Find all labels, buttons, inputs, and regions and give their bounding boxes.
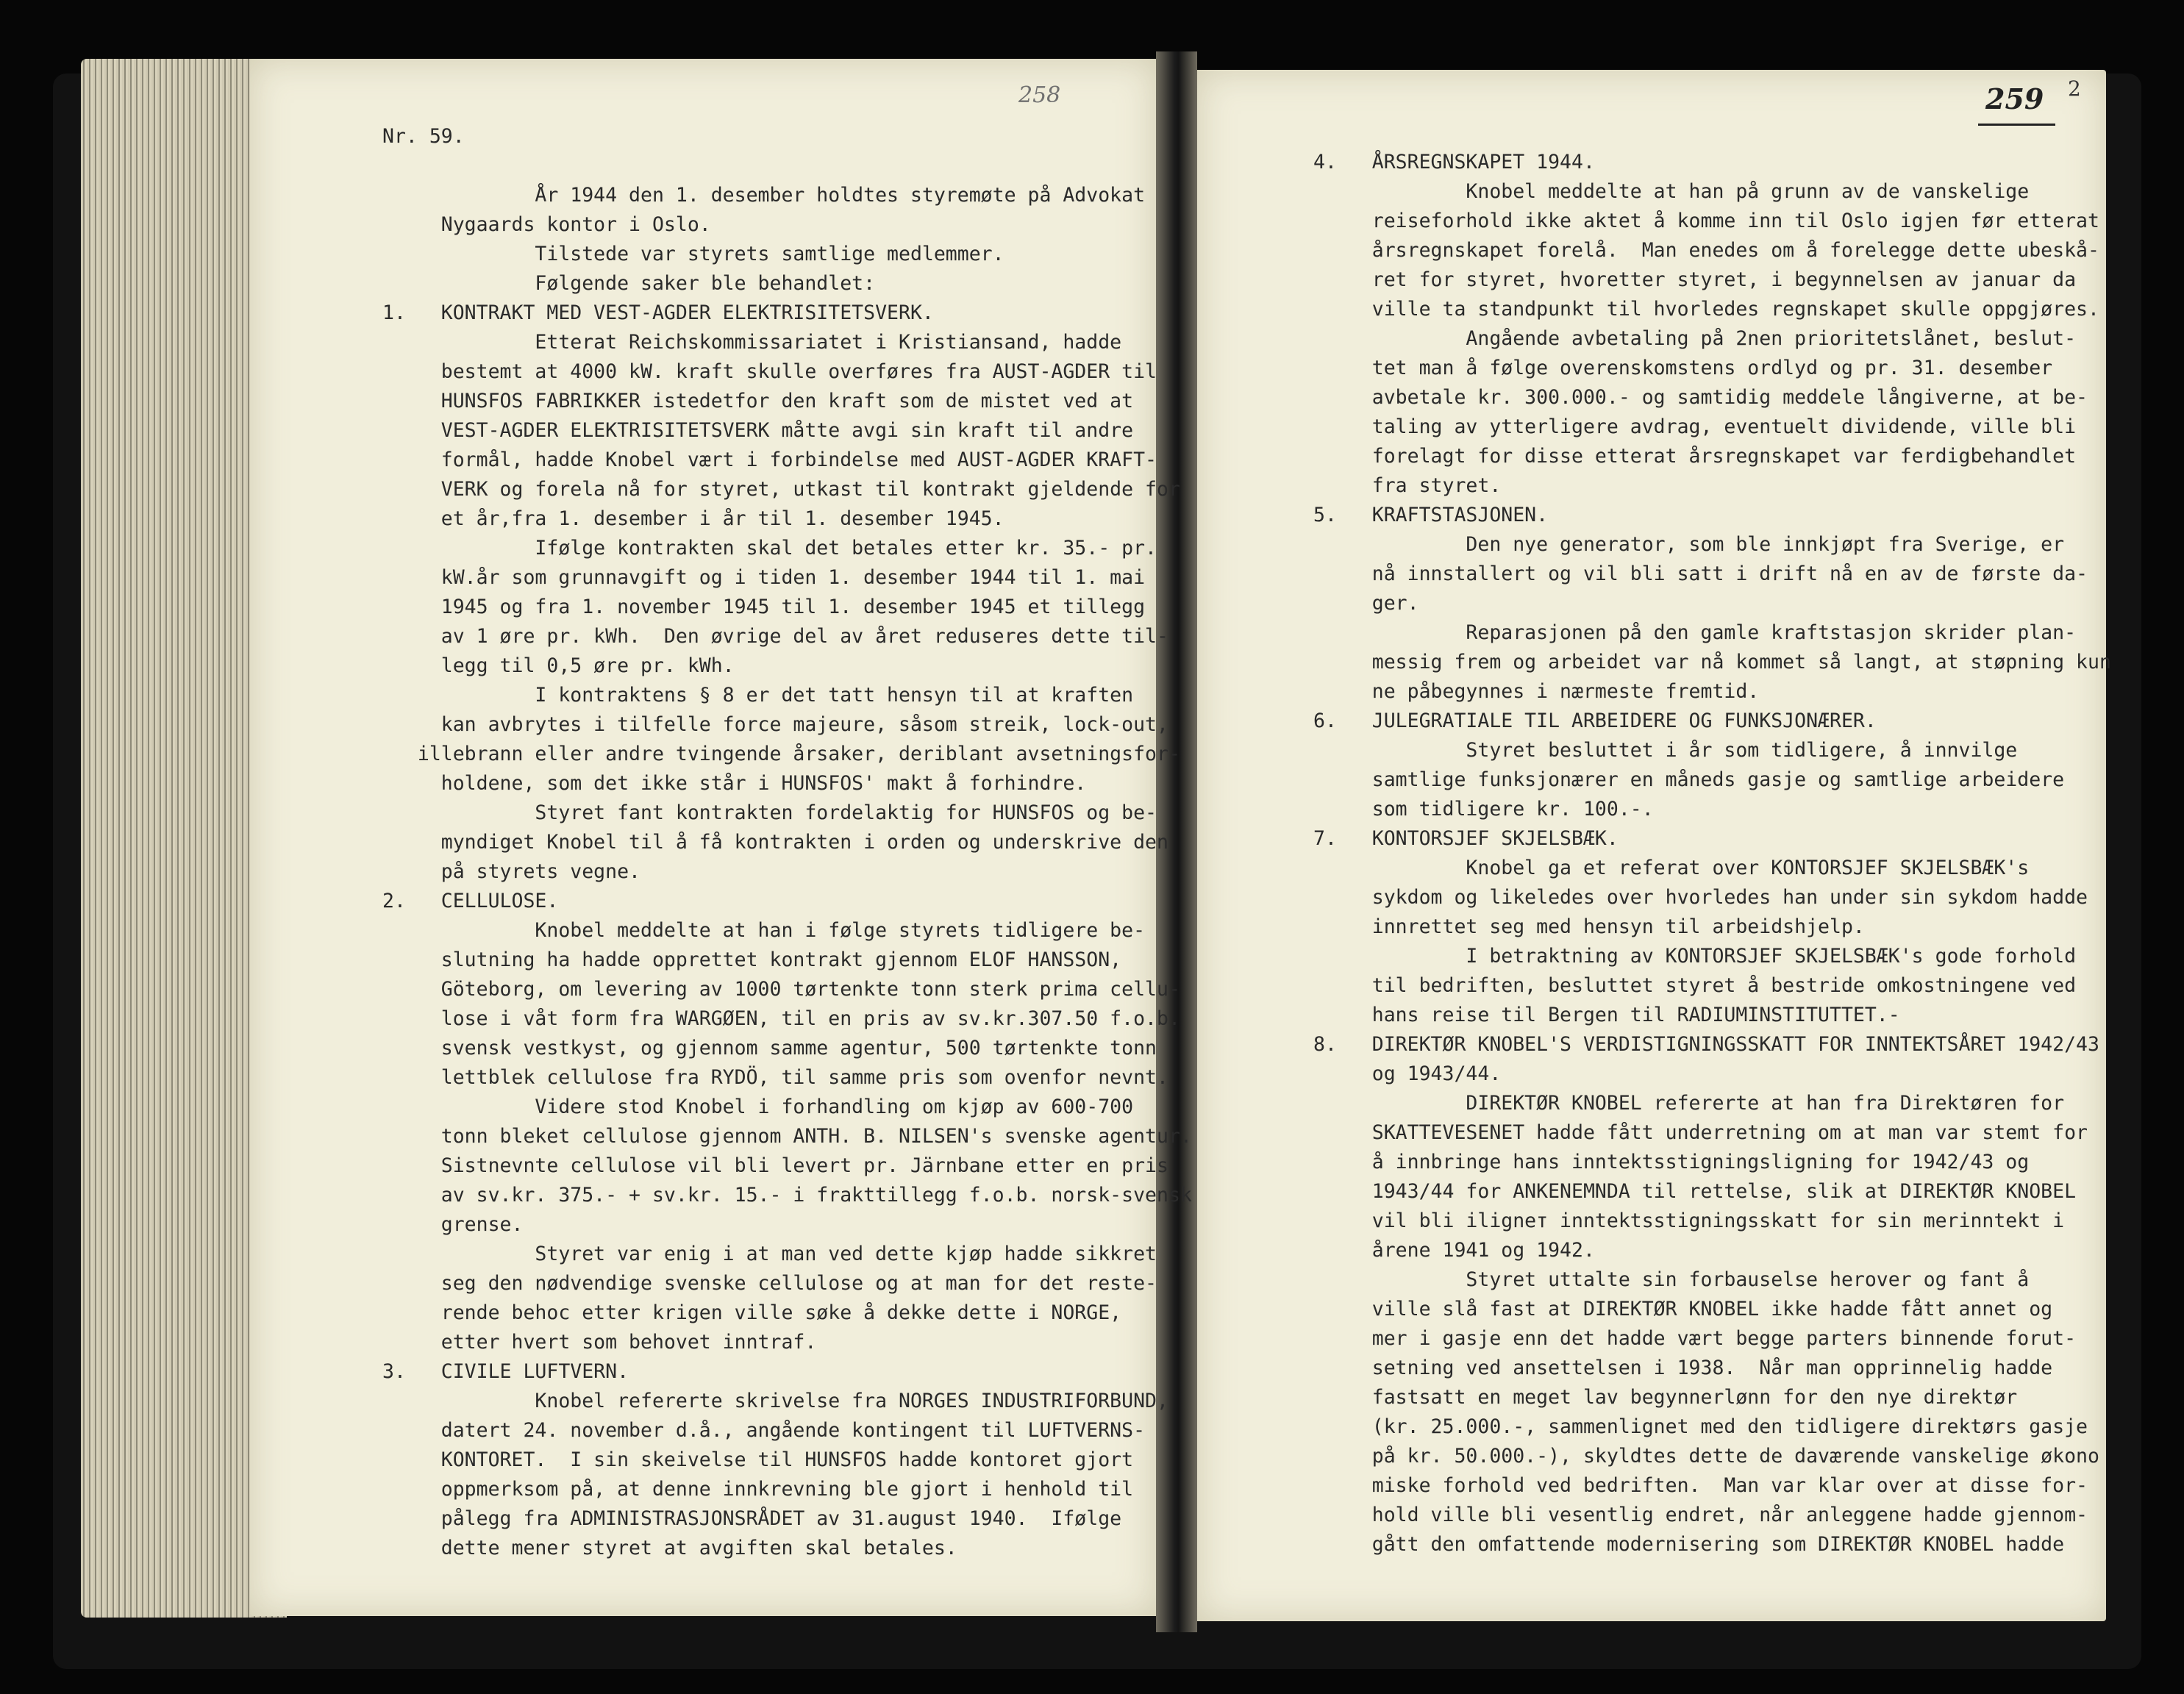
text-line: og 1943/44.: [1313, 1062, 1502, 1085]
text-line: illebrann eller andre tvingende årsaker, deriblant avsetningsfor-: [382, 743, 1180, 765]
text-line: lettblek cellulose fra RYDÖ, til samme pris som ovenfor nevnt.: [382, 1066, 1168, 1089]
text-line: forelagt for disse etterat årsregnskapet var ferdigbehandlet: [1313, 445, 2077, 468]
text-line: 1945 og fra 1. november 1945 til 1. desember 1945 et tillegg: [382, 596, 1146, 618]
text-line: Nygaards kontor i Oslo.: [382, 213, 711, 236]
text-line: 7. KONTORSJEF SKJELSBÆK.: [1313, 827, 1619, 850]
text-line: av sv.kr. 375.- + sv.kr. 15.- i frakttillegg f.o.b. norsk-svensk: [382, 1184, 1192, 1207]
text-line: til bedriften, besluttet styret å bestride omkostningene ved: [1313, 974, 2077, 997]
text-line: Knobel meddelte at han på grunn av de vanskelige: [1313, 180, 2030, 203]
text-line: Etterat Reichskommissariatet i Kristiansand, hadde: [382, 331, 1122, 354]
text-line: et år,fra 1. desember i år til 1. desember 1945.: [382, 507, 1004, 530]
text-line: Styret fant kontrakten fordelaktig for HUNSFOS og be-: [382, 801, 1157, 824]
text-line: Knobel ga et referat over KONTORSJEF SKJELSBÆK's: [1313, 857, 2030, 879]
text-line: miske forhold ved bedriften. Man var klar over at disse for-: [1313, 1474, 2088, 1497]
text-line: vil bli iligneт inntektsstigningsskatt for sin merinntekt i: [1313, 1209, 2065, 1232]
text-line: 3. CIVILE LUFTVERN.: [382, 1360, 629, 1383]
text-line: etter hvert som behovet inntraf.: [382, 1331, 817, 1354]
text-line: rende behoc etter krigen ville søke å dekke dette i NORGE,: [382, 1301, 1122, 1324]
text-line: 4. ÅRSREGNSKAPET 1944.: [1313, 151, 1595, 174]
text-line: dette mener styret at avgiften skal betales.: [382, 1537, 957, 1559]
text-line: av 1 øre pr. kWh. Den øvrige del av året reduseres dette til-: [382, 625, 1168, 648]
text-line: Nr. 59.: [382, 125, 465, 148]
text-line: I kontraktens § 8 er det tatt hensyn til at kraften: [382, 684, 1134, 707]
text-line: Angående avbetaling på 2nen prioritetslånet, beslut-: [1313, 327, 2077, 350]
text-line: hold ville bli vesentlig endret, når anleggene hadde gjennom-: [1313, 1504, 2088, 1526]
text-line: nå innstallert og vil bli satt i drift nå en av de første da-: [1313, 562, 2088, 585]
text-line: grense.: [382, 1213, 524, 1236]
text-line: 1. KONTRAKT MED VEST-AGDER ELEKTRISITETSVERK.: [382, 301, 934, 324]
text-line: sykdom og likeledes over hvorledes han under sin sykdom hadde: [1313, 886, 2088, 909]
text-line: avbetale kr. 300.000.- og samtidig meddele långiverne, at be-: [1313, 386, 2088, 409]
text-line: Sistnevnte cellulose vil bli levert pr. Järnbane etter en pris: [382, 1154, 1168, 1177]
text-line: Ifølge kontrakten skal det betales etter kr. 35.- pr.: [382, 537, 1157, 560]
text-line: fra styret.: [1313, 474, 1502, 497]
text-line: 2. CELLULOSE.: [382, 890, 559, 912]
text-line: (kr. 25.000.-, sammenlignet med den tidligere direktørs gasje: [1313, 1415, 2088, 1438]
text-line: legg til 0,5 øre pr. kWh.: [382, 654, 735, 677]
text-line: Den nye generator, som ble innkjøpt fra Sverige, er: [1313, 533, 2065, 556]
text-line: setning ved ansettelsen i 1938. Når man opprinnelig hadde: [1313, 1357, 2053, 1379]
text-line: bestemt at 4000 kW. kraft skulle overføres fra AUST-AGDER til: [382, 360, 1157, 383]
text-line: slutning ha hadde opprettet kontrakt gjennom ELOF HANSSON,: [382, 948, 1122, 971]
text-line: 8. DIREKTØR KNOBEL'S VERDISTIGNINGSSKATT FOR INNTEKTSÅRET 1942/43: [1313, 1033, 2099, 1056]
text-line: I betraktning av KONTORSJEF SKJELSBÆK's gode forhold: [1313, 945, 2077, 968]
text-line: lose i våt form fra WARGØEN, til en pris av sv.kr.307.50 f.o.b.: [382, 1007, 1180, 1030]
text-line: Styret besluttet i år som tidligere, å innvilge: [1313, 739, 2018, 762]
left-page-number: 258: [1018, 82, 1061, 108]
right-page-text: [1313, 148, 2111, 1559]
text-line: tet man å følge overenskomstens ordlyd og pr. 31. desember: [1313, 357, 2053, 379]
text-line: årene 1941 og 1942.: [1313, 1239, 1595, 1262]
text-line: Knobel meddelte at han i følge styrets tidligere be-: [382, 919, 1146, 942]
text-line: svensk vestkyst, og gjennom samme agentur, 500 tørtenkte tonn: [382, 1037, 1157, 1059]
text-line: å innbringe hans inntektsstigningsligning for 1942/43 og: [1313, 1151, 2030, 1173]
text-line: holdene, som det ikke står i HUNSFOS' makt å forhindre.: [382, 772, 1087, 795]
text-line: VERK og forela nå for styret, utkast til kontrakt gjeldende for: [382, 478, 1180, 501]
text-line: [382, 151, 1192, 181]
text-line: årsregnskapet forelå. Man enedes om å forelegge dette ubeskå-: [1313, 239, 2099, 262]
text-line: som tidligere kr. 100.-.: [1313, 798, 1654, 821]
text-line: myndiget Knobel til å få kontrakten i orden og underskrive den: [382, 831, 1168, 854]
text-line: KONTORET. I sin skeivelse til HUNSFOS hadde kontoret gjort: [382, 1448, 1134, 1471]
text-line: Styret uttalte sin forbauselse herover og fant å: [1313, 1268, 2030, 1291]
text-line: oppmerksom på, at denne innkrevning ble gjort i henhold til: [382, 1478, 1134, 1501]
text-line: innrettet seg med hensyn til arbeidshjelp.: [1313, 915, 1865, 938]
text-line: Knobel refererte skrivelse fra NORGES INDUSTRIFORBUND,: [382, 1390, 1168, 1412]
text-line: ville ta standpunkt til hvorledes regnskapet skulle oppgjøres.: [1313, 298, 2099, 321]
text-line: reiseforhold ikke aktet å komme inn til Oslo igjen før etterat: [1313, 210, 2099, 232]
text-line: VEST-AGDER ELEKTRISITETSVERK måtte avgi sin kraft til andre: [382, 419, 1134, 442]
text-line: kW.år som grunnavgift og i tiden 1. desember 1944 til 1. mai: [382, 566, 1146, 589]
text-line: tonn bleket cellulose gjennom ANTH. B. NILSEN's svenske agentur.: [382, 1125, 1192, 1148]
sheet-number: 2: [2068, 76, 2081, 101]
text-line: mer i gasje enn det hadde vært begge parters binnende forut-: [1313, 1327, 2077, 1350]
text-line: hans reise til Bergen til RADIUMINSTITUTTET.-: [1313, 1004, 1900, 1026]
text-line: på styrets vegne.: [382, 860, 640, 883]
text-line: ger.: [1313, 592, 1419, 615]
text-line: Styret var enig i at man ved dette kjøp hadde sikkret: [382, 1243, 1157, 1265]
text-line: messig frem og arbeidet var nå kommet så langt, at støpning kun: [1313, 651, 2111, 673]
text-line: SKATTEVESENET hadde fått underretning om at man var stemt for: [1313, 1121, 2088, 1144]
text-line: HUNSFOS FABRIKKER istedetfor den kraft som de mistet ved at: [382, 390, 1134, 412]
text-line: taling av ytterligere avdrag, eventuelt dividende, ville bli: [1313, 415, 2077, 438]
text-line: År 1944 den 1. desember holdtes styremøte på Advokat: [382, 184, 1146, 207]
text-line: samtlige funksjonærer en måneds gasje og samtlige arbeidere: [1313, 768, 2065, 791]
text-line: Göteborg, om levering av 1000 tørtenkte tonn sterk prima cellu-: [382, 978, 1180, 1001]
text-line: Tilstede var styrets samtlige medlemmer.: [382, 243, 1004, 265]
page-number-underline: [1978, 124, 2055, 126]
text-line: på kr. 50.000.-), skyldtes dette de daværende vanskelige økono: [1313, 1445, 2099, 1468]
text-line: Videre stod Knobel i forhandling om kjøp av 600-700: [382, 1096, 1134, 1118]
right-page-number: 259: [1985, 82, 2044, 115]
text-line: pålegg fra ADMINISTRASJONSRÅDET av 31.august 1940. Ifølge: [382, 1507, 1122, 1530]
text-line: datert 24. november d.å., angående kontingent til LUFTVERNS-: [382, 1419, 1146, 1442]
text-line: fastsatt en meget lav begynnerlønn for den nye direktør: [1313, 1386, 2018, 1409]
text-line: 5. KRAFTSTASJONEN.: [1313, 504, 1549, 526]
left-page-text: [382, 122, 1192, 1563]
text-line: gått den omfattende modernisering som DIREKTØR KNOBEL hadde: [1313, 1533, 2065, 1556]
text-line: 1943/44 for ANKENEMNDA til rettelse, slik at DIREKTØR KNOBEL: [1313, 1180, 2077, 1203]
text-line: 6. JULEGRATIALE TIL ARBEIDERE OG FUNKSJONÆRER.: [1313, 710, 1877, 732]
text-line: Reparasjonen på den gamle kraftstasjon skrider plan-: [1313, 621, 2077, 644]
text-line: formål, hadde Knobel vært i forbindelse med AUST-AGDER KRAFT-: [382, 448, 1157, 471]
text-line: Følgende saker ble behandlet:: [382, 272, 876, 295]
text-line: DIREKTØR KNOBEL refererte at han fra Direktøren for: [1313, 1092, 2065, 1115]
text-line: ne påbegynnes i nærmeste fremtid.: [1313, 680, 1760, 703]
text-line: seg den nødvendige svenske cellulose og at man for det reste-: [382, 1272, 1157, 1295]
text-line: ret for styret, hvoretter styret, i begynnelsen av januar da: [1313, 268, 2077, 291]
text-line: kan avbrytes i tilfelle force majeure, såsom streik, lock-out,: [382, 713, 1168, 736]
text-line: ville slå fast at DIREKTØR KNOBEL ikke hadde fått annet og: [1313, 1298, 2053, 1320]
